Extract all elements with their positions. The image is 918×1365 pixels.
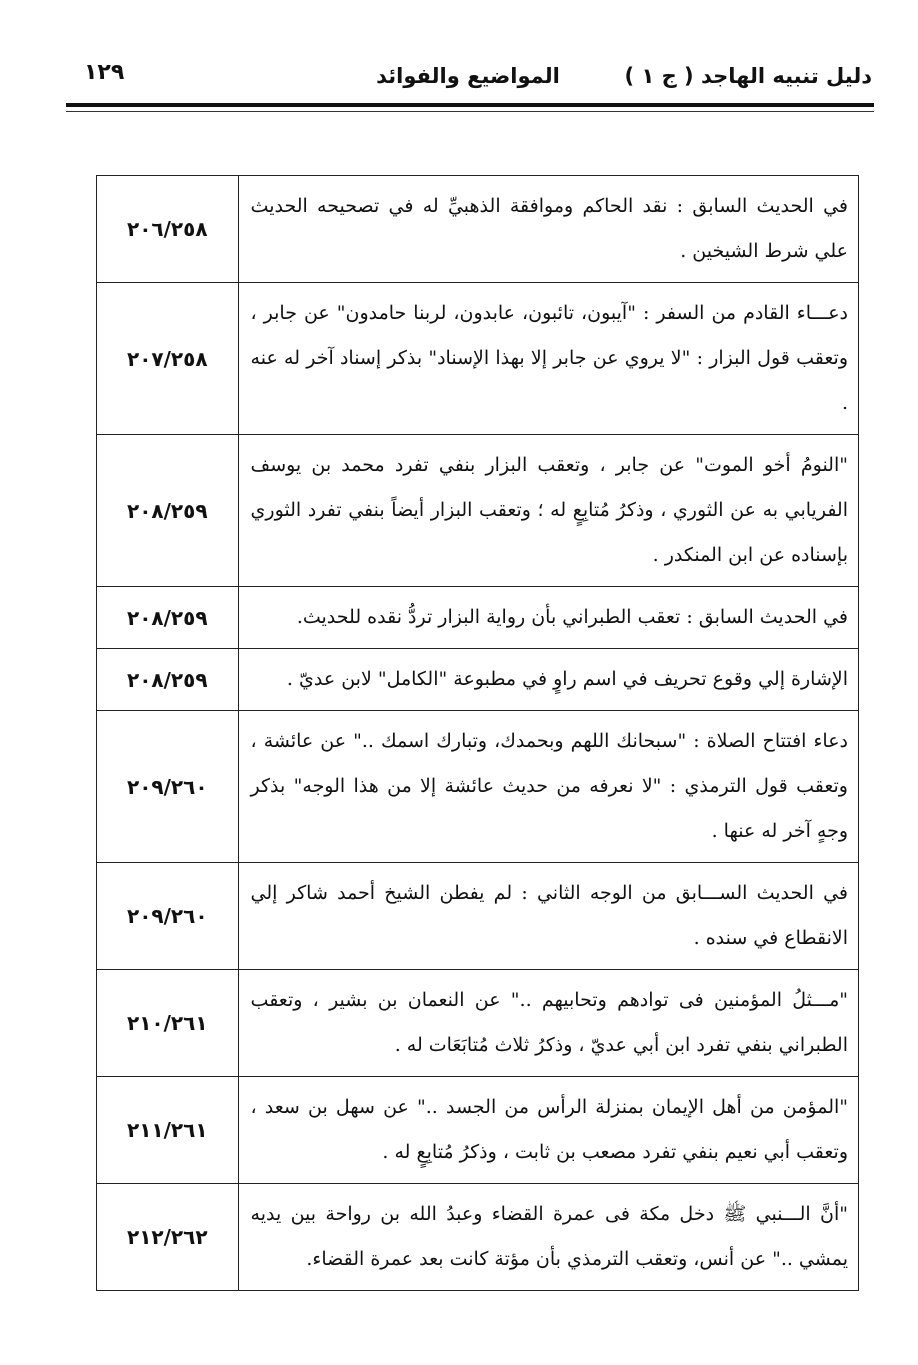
entry-reference: ٢٠٧/٢٥٨ — [97, 283, 239, 435]
entry-text: دعـــاء القادم من السفر : "آيبون، تائبون، عابدون، لربنا حامدون" عن جابر ، وتعقب قول البزار : "لا يروي عن جابر إلا بهذا الإسناد" بذكر إسناد آخر له عنه . — [238, 283, 858, 435]
entry-reference: ٢٠٦/٢٥٨ — [97, 176, 239, 283]
entry-reference: ٢١٢/٢٦٢ — [97, 1184, 239, 1291]
entry-reference: ٢١٠/٢٦١ — [97, 970, 239, 1077]
entry-reference: ٢٠٨/٢٥٩ — [97, 649, 239, 711]
table-row — [97, 435, 859, 587]
entry-text: "النومُ أخو الموت" عن جابر ، وتعقب البزار بنفي تفرد محمد بن يوسف الفريابي به عن الثوري ، وذكرُ مُتابِعٍ له ؛ وتعقب البزار أيضاً بنفي تفرد الثوري بإسناده عن ابن المنكدر . — [238, 435, 858, 587]
table-row — [97, 176, 859, 283]
index-table — [96, 175, 859, 1291]
table-row — [97, 1077, 859, 1184]
entry-reference: ٢١١/٢٦١ — [97, 1077, 239, 1184]
entry-text: في الحديث السابق : تعقب الطبراني بأن رواية البزار تردُّ نقده للحديث. — [238, 587, 858, 649]
entry-text: في الحديث الســـابق من الوجه الثاني : لم يفطن الشيخ أحمد شاكر إلي الانقطاع في سنده . — [238, 863, 858, 970]
table-row — [97, 587, 859, 649]
table-row — [97, 711, 859, 863]
table-row — [97, 970, 859, 1077]
entry-text: دعاء افتتاح الصلاة : "سبحانك اللهم وبحمدك، وتبارك اسمك .." عن عائشة ، وتعقب قول الترمذي : "لا نعرفه من حديث عائشة إلا من هذا الوجه" بذكر وجهٍ آخر له عنها . — [238, 711, 858, 863]
table-row — [97, 283, 859, 435]
section-title: المواضيع والفوائد — [376, 64, 560, 88]
header-rule-thin — [66, 111, 874, 112]
entry-text: "أنَّ الـــنبي ﷺ دخل مكة فى عمرة القضاء وعبدُ الله بن رواحة بين يديه يمشي .." عن أنس، وتعقب الترمذي بأن مؤتة كانت بعد عمرة القضاء. — [238, 1184, 858, 1291]
entry-text: "المؤمن من أهل الإيمان بمنزلة الرأس من الجسد .." عن سهل بن سعد ، وتعقب أبي نعيم بنفي تفرد مصعب بن ثابت ، وذكرُ مُتابِعٍ له . — [238, 1077, 858, 1184]
entry-reference: ٢٠٩/٢٦٠ — [97, 863, 239, 970]
entry-text: الإشارة إلي وقوع تحريف في اسم راوٍ في مطبوعة "الكامل" لابن عديّ . — [238, 649, 858, 711]
page-number: ١٢٩ — [84, 60, 125, 85]
table-row — [97, 1184, 859, 1291]
entry-reference: ٢٠٩/٢٦٠ — [97, 711, 239, 863]
table-row — [97, 863, 859, 970]
page-header — [64, 58, 872, 98]
entry-text: "مـــثلُ المؤمنين فى توادهم وتحابيهم .." عن النعمان بن بشير ، وتعقب الطبراني بنفي تفرد ابن أبي عديّ ، وذكرُ ثلاث مُتابَعَات له . — [238, 970, 858, 1077]
header-rule-thick — [66, 103, 874, 107]
book-title: دليل تنبيه الهاجد ( ج ١ ) — [624, 64, 872, 88]
entry-text: في الحديث السابق : نقد الحاكم وموافقة الذهبيِّ له في تصحيحه الحديث علي شرط الشيخين . — [238, 176, 858, 283]
table-row — [97, 649, 859, 711]
entry-reference: ٢٠٨/٢٥٩ — [97, 587, 239, 649]
entry-reference: ٢٠٨/٢٥٩ — [97, 435, 239, 587]
